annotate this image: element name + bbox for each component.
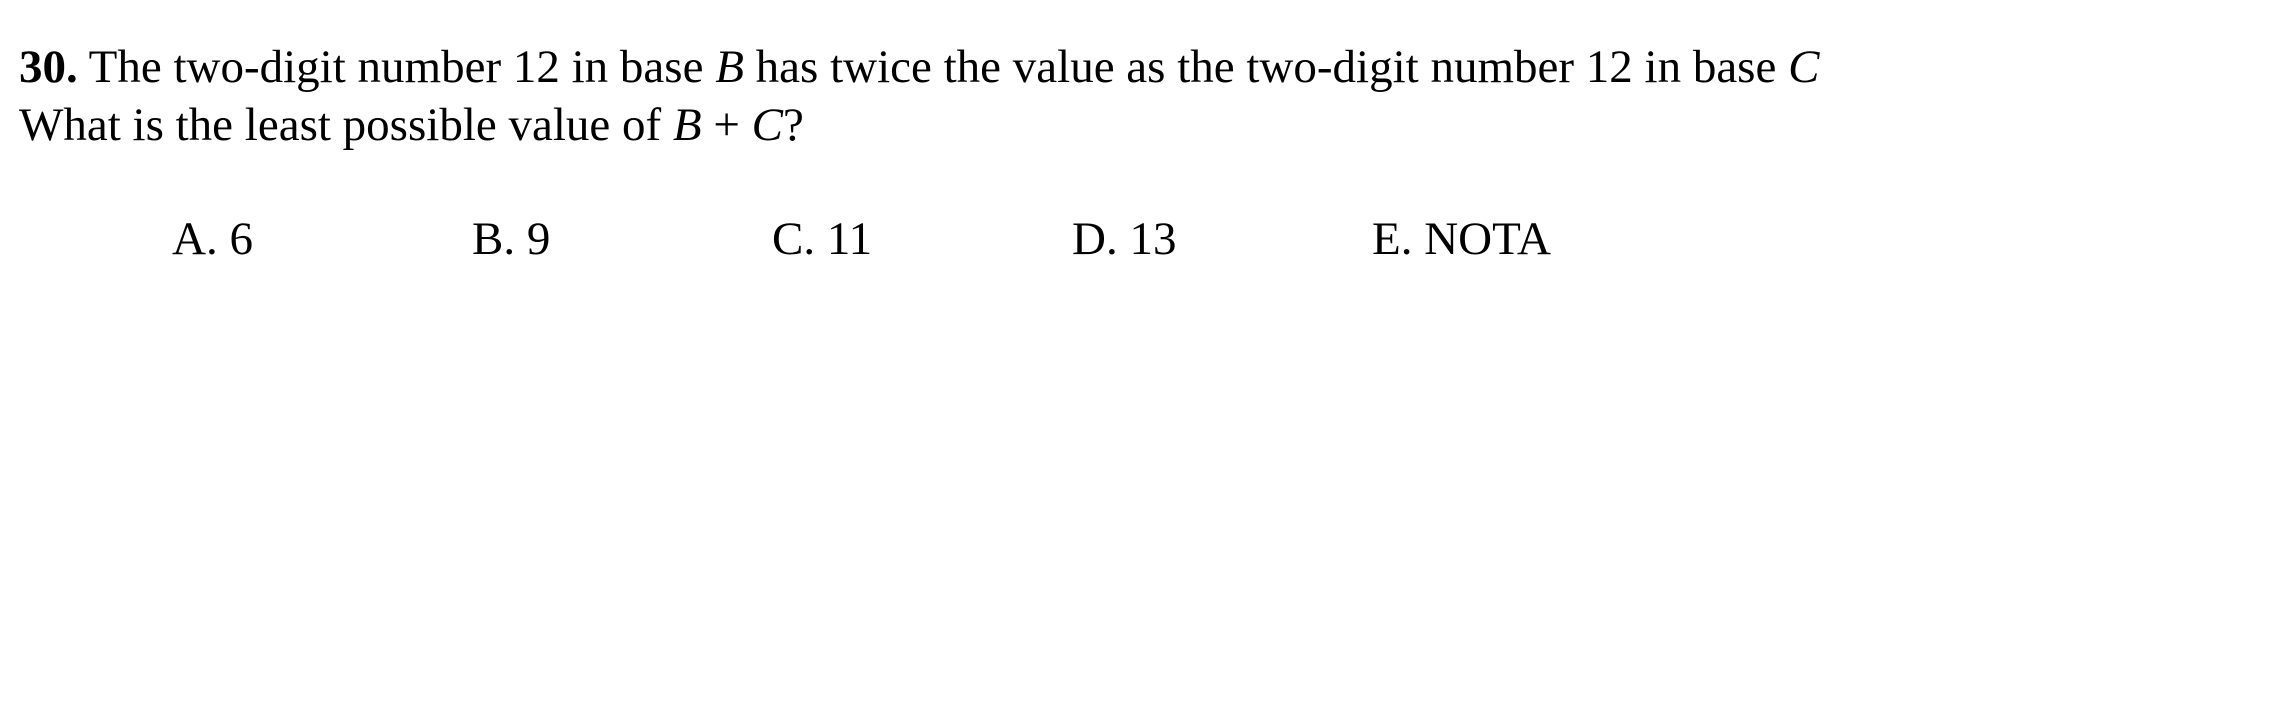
problem-line-2 [19,96,1819,154]
problem-number: 30. [19,41,78,93]
choice-label: A. [172,213,218,265]
choice-b [472,210,550,268]
choice-c [772,210,872,268]
problem-text-part: has twice the value as the two-digit number 12 in base [755,41,1777,93]
variable-b: B [672,99,702,151]
variable-c: C [751,99,784,151]
problem-line-1 [19,38,1819,96]
problem-text [19,38,1819,154]
choice-a [172,210,253,268]
choice-label: C. [772,213,816,265]
answer-choices [0,210,2270,270]
choice-value: 13 [1129,213,1177,265]
variable-b: B [715,41,744,93]
choice-d [1072,210,1176,268]
choice-e [1372,210,1551,268]
choice-label: D. [1072,213,1118,265]
choice-value: 6 [229,213,253,265]
choice-value: 11 [826,213,873,265]
choice-value: NOTA [1424,213,1551,265]
choice-value: 9 [526,213,551,265]
question-mark: ? [783,99,804,151]
problem-text-part: The two-digit number 12 in base [88,41,704,93]
choice-label: B. [472,213,516,265]
variable-c: C [1788,41,1820,93]
choice-label: E. [1372,213,1413,265]
plus-sign: + [713,99,740,151]
problem-text-part: What is the least possible value of [19,99,662,151]
